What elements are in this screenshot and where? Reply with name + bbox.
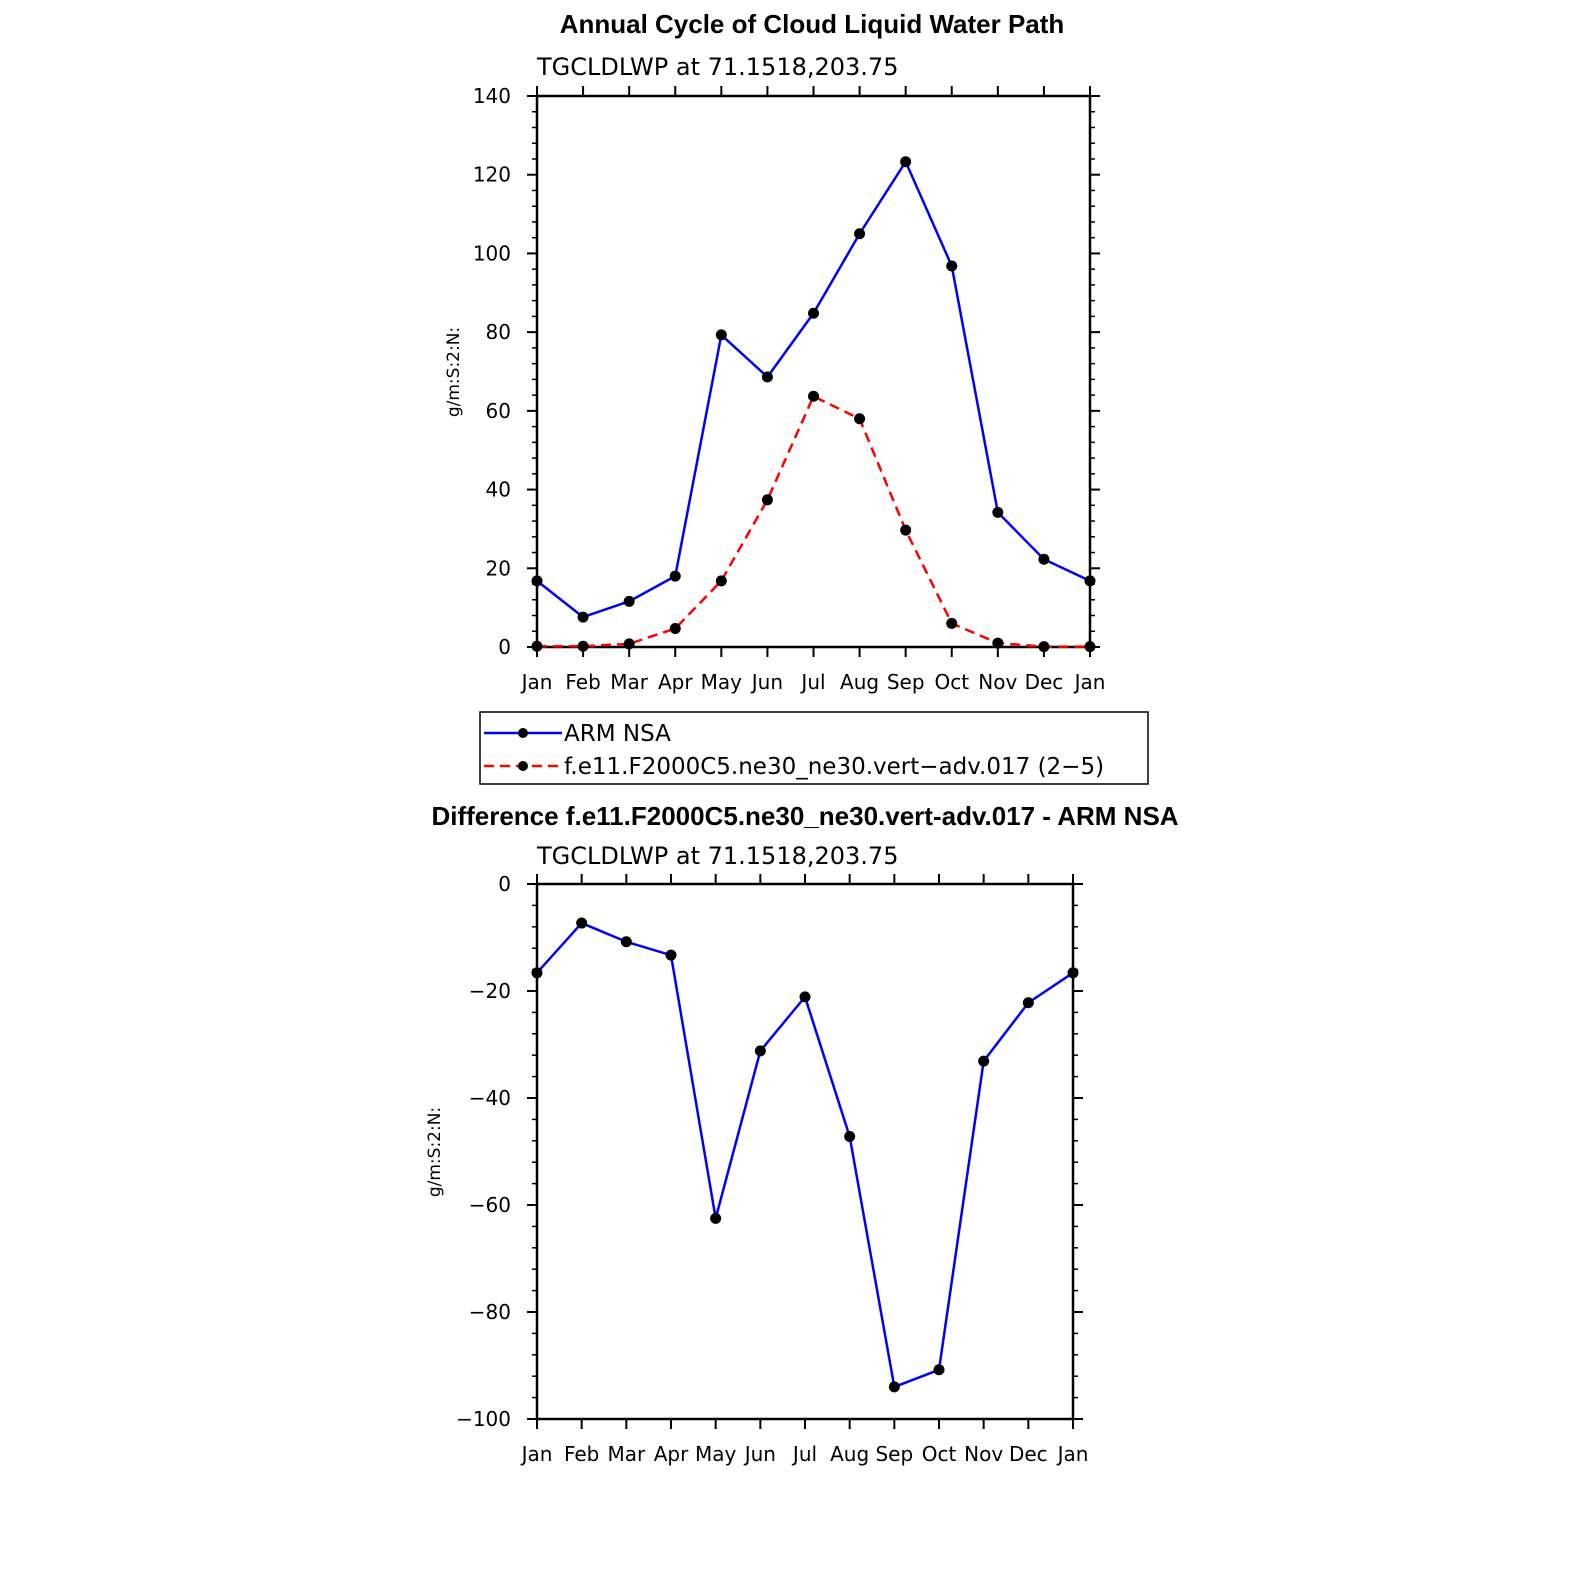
legend-arm-nsa-marker bbox=[518, 728, 528, 738]
chart2-xtick-label: Dec bbox=[1008, 1442, 1048, 1466]
chart2-series-0-point bbox=[576, 918, 587, 929]
chart2-xtick-label: Feb bbox=[563, 1442, 600, 1466]
chart2-ytick-label: −20 bbox=[468, 979, 511, 1003]
legend-model-label: f.e11.F2000C5.ne30_ne30.vert−adv.017 (2−5) bbox=[564, 754, 1105, 780]
chart2-xtick-label: Oct bbox=[921, 1442, 957, 1466]
chart1-series-0-point bbox=[532, 575, 543, 586]
chart1-title: Annual Cycle of Cloud Liquid Water Path bbox=[559, 9, 1065, 39]
chart1-frame bbox=[537, 96, 1090, 647]
chart1-ylabel: g/m:S:2:N: bbox=[444, 326, 464, 418]
chart1-series-1-point bbox=[900, 525, 911, 536]
chart1-series-0-point bbox=[1038, 554, 1049, 565]
chart1-xtick-label: Oct bbox=[934, 670, 970, 694]
chart1-series-0-point bbox=[1085, 575, 1096, 586]
chart2-xtick-label: Apr bbox=[653, 1442, 689, 1466]
chart2-series-0-point bbox=[755, 1045, 766, 1056]
chart1-xtick-label: Nov bbox=[978, 670, 1018, 694]
chart1-ytick-label: 0 bbox=[498, 635, 511, 659]
chart1-xtick-label: Apr bbox=[657, 670, 693, 694]
chart1-xtick-label: May bbox=[700, 670, 743, 694]
chart2-series-0-point bbox=[710, 1213, 721, 1224]
chart1-series-1-point bbox=[624, 638, 635, 649]
chart1-series-1-point bbox=[854, 413, 865, 424]
chart2-xtick-label: May bbox=[694, 1442, 737, 1466]
chart1-series-0-point bbox=[624, 596, 635, 607]
chart2-series-0-point bbox=[844, 1131, 855, 1142]
chart1-subtitle: TGCLDLWP at 71.1518,203.75 bbox=[537, 53, 899, 81]
chart1-xtick-label: Aug bbox=[840, 670, 880, 694]
chart1-series-0-point bbox=[992, 507, 1003, 518]
chart1-series-1-point bbox=[1038, 641, 1049, 652]
chart2-ytick-label: −60 bbox=[468, 1193, 511, 1217]
chart1-series-1-point bbox=[670, 623, 681, 634]
chart1-series-0-point bbox=[946, 261, 957, 272]
chart1-ytick-label: 20 bbox=[485, 556, 511, 581]
chart1-plot bbox=[473, 84, 1106, 694]
chart2-series-0-point bbox=[1068, 967, 1079, 978]
chart2-series-0-point bbox=[1023, 997, 1034, 1008]
chart2-xtick-label: Mar bbox=[607, 1442, 646, 1466]
chart2-series-0-point bbox=[621, 936, 632, 947]
chart1-xtick-label: Jul bbox=[801, 670, 826, 694]
chart1-series-0-point bbox=[808, 308, 819, 319]
chart2-ylabel: g/m:S:2:N: bbox=[425, 1106, 445, 1198]
legend-model-marker bbox=[518, 761, 528, 771]
chart1-series-1-point bbox=[532, 641, 543, 652]
chart1-xtick-label: Feb bbox=[565, 670, 601, 694]
chart1-series-1-point bbox=[762, 494, 773, 505]
chart2-xtick-label: Nov bbox=[964, 1442, 1004, 1466]
chart1-series-1-point bbox=[808, 391, 819, 402]
legend-arm-nsa-label: ARM NSA bbox=[564, 721, 671, 747]
chart1-ytick-label: 80 bbox=[485, 320, 511, 345]
chart1-series-0-point bbox=[854, 228, 865, 239]
chart2-ytick-label: 0 bbox=[498, 872, 511, 896]
chart1-series-0-point bbox=[716, 329, 727, 340]
chart1-xtick-label: Dec bbox=[1024, 670, 1064, 694]
chart1-series-1-point bbox=[716, 575, 727, 586]
chart2-ytick-label: −40 bbox=[468, 1086, 511, 1110]
chart2-xtick-label: Sep bbox=[875, 1442, 914, 1466]
chart1-series-0-point bbox=[578, 612, 589, 623]
chart2-series-0-point bbox=[934, 1364, 945, 1375]
chart2-series-0-point bbox=[800, 991, 811, 1002]
chart2-series-0-point bbox=[532, 967, 543, 978]
chart1-xtick-label: Mar bbox=[610, 670, 649, 694]
chart1-legend bbox=[480, 712, 1148, 784]
chart2-subtitle: TGCLDLWP at 71.1518,203.75 bbox=[537, 842, 899, 870]
chart1-ytick-label: 60 bbox=[485, 398, 511, 423]
chart1-series-1-point bbox=[578, 641, 589, 652]
chart2-ytick-label: −80 bbox=[468, 1300, 511, 1324]
chart2-ytick-label: −100 bbox=[456, 1407, 511, 1431]
chart2-xtick-label: Jan bbox=[521, 1442, 553, 1466]
chart2-xtick-label: Aug bbox=[830, 1442, 870, 1466]
chart1-series-1-point bbox=[992, 638, 1003, 649]
chart1-series-0-point bbox=[762, 372, 773, 383]
chart2-frame bbox=[537, 884, 1073, 1419]
chart2-series-0-point bbox=[978, 1056, 989, 1067]
chart1-series-0-point bbox=[670, 571, 681, 582]
chart2-xtick-label: Jul bbox=[792, 1442, 818, 1466]
chart1-xtick-label: Jun bbox=[751, 670, 784, 694]
chart1-ytick-label: 140 bbox=[472, 84, 511, 108]
chart1-ytick-label: 40 bbox=[485, 477, 511, 502]
chart2-xtick-label: Jan bbox=[1057, 1442, 1089, 1466]
chart1-series-1-point bbox=[946, 618, 957, 629]
chart1-series-1-point bbox=[1085, 641, 1096, 652]
chart2-series-0-point bbox=[666, 950, 677, 961]
chart2-xtick-label: Jun bbox=[744, 1442, 776, 1466]
chart1-ytick-label: 100 bbox=[472, 241, 511, 266]
chart1-xtick-label: Jan bbox=[521, 670, 553, 694]
chart2-series-0-point bbox=[889, 1381, 900, 1392]
chart1-series-0-point bbox=[900, 156, 911, 167]
chart1-xtick-label: Jan bbox=[1074, 670, 1106, 694]
chart2-title: Difference f.e11.F2000C5.ne30_ne30.vert-adv.017 - ARM NSA bbox=[431, 801, 1179, 831]
chart1-xtick-label: Sep bbox=[886, 670, 925, 694]
chart1-series-0-line bbox=[537, 162, 1090, 617]
chart2-plot bbox=[456, 872, 1088, 1466]
chart1-ytick-label: 120 bbox=[472, 162, 511, 187]
